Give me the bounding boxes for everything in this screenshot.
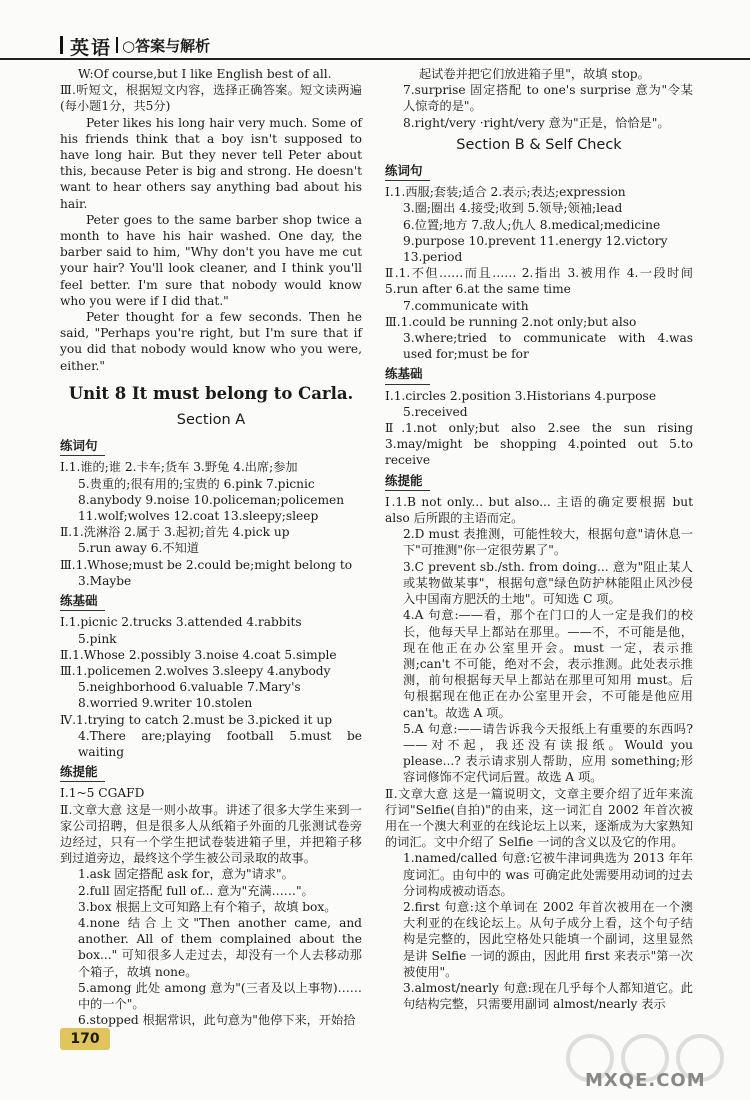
section-heading: Section B & Self Check bbox=[456, 136, 622, 153]
text-line: 6.位置;地方 7.敌人;仇人 8.medical;medicine bbox=[403, 217, 661, 232]
text-line: Ⅲ.1.could be running 2.not only;but also bbox=[385, 314, 637, 329]
text-line: 8.worried 9.writer 10.stolen bbox=[78, 696, 253, 711]
text-line: 5.among 此处 among 意为"(三者及以上事物)……中的一个"。 bbox=[78, 980, 362, 1011]
text-line: 5.neighborhood 6.valuable 7.Mary's bbox=[78, 680, 301, 695]
text-line: 3.C prevent sb./sth. from doing... 意为"阻止某人或某物做某事"，根据句意"绿色防护林能阻止风沙侵入中国南方肥沃的土地"。可知选 C 项。 bbox=[403, 559, 693, 607]
text-line: 2.D must 表推测，可能性较大，根据句意"请休息一下"可推测"你一定很劳累了"。 bbox=[403, 527, 693, 558]
text-line: 3.Maybe bbox=[78, 573, 132, 588]
text-line: 1.named/called 句意:它被牛津词典选为 2013 年年度词汇。由句中的 was 可确定此处需要用动词的过去分词构成被动语态。 bbox=[403, 851, 693, 898]
text-line: Ⅲ.1.Whose;must be 2.could be;might belong to bbox=[60, 557, 353, 572]
text-line: 3.almost/nearly 句意:现在几乎每个人都知道它。此句结构完整，只需要用副词 almost/nearly 表示 bbox=[403, 980, 693, 1012]
text-line: 3.box 根据上文可知路上有个箱子，故填 box。 bbox=[78, 899, 337, 914]
text-line: Peter thought for a few seconds. Then he said, "Perhaps you're right, but I'm sure that if you did that nobody would know who you were, either." bbox=[60, 310, 362, 373]
text-line: 8.right/very ·right/very 意为"正是，恰恰是"。 bbox=[403, 115, 670, 130]
text-line: 8.anybody 9.noise 10.policeman;policemen bbox=[78, 492, 345, 507]
right-column bbox=[385, 66, 693, 1012]
text-line: 起试卷并把它们放进箱子里"，故填 stop。 bbox=[419, 67, 650, 81]
left-column bbox=[60, 66, 362, 1028]
text-line: 2.first 句意:这个单词在 2002 年首次被用在一个澳大利亚的在线论坛上。从句子成分上看，这个句子结构是完整的，因此空格处只能填一个副词，这里显然是讲 Selfie 一词的源由，因此用 first 来表示"第一次被使用"。 bbox=[403, 899, 693, 979]
text-line: 5.贵重的;很有用的;宝贵的 6.pink 7.picnic bbox=[78, 476, 315, 491]
text-line: Ⅰ.1.谁的;谁 2.卡车;货车 3.野兔 4.出席;参加 bbox=[60, 460, 298, 475]
page-header bbox=[0, 0, 750, 60]
text-line: W:Of course,but I like English best of all. bbox=[78, 67, 332, 81]
subsection-label: 练词句 bbox=[60, 438, 105, 456]
subsection-label: 练提能 bbox=[60, 764, 105, 782]
subsection-label: 练提能 bbox=[385, 473, 430, 491]
text-line: Ⅱ.1.Whose 2.possibly 3.noise 4.coat 5.simple bbox=[60, 647, 337, 662]
header-subtitle: ○答案与解析 bbox=[122, 37, 211, 55]
text-line: 4.none 结合上文"Then another came, and another. All of them complained about the box..." 可知很多人走过去，却没有一个人去移动那个箱子，故填 none。 bbox=[78, 915, 362, 979]
text-line: 6.stopped 根据常识，此句意为"他停下来，开始拾 bbox=[78, 1013, 356, 1028]
text-line: 9.purpose 10.prevent 11.energy 12.victory bbox=[403, 233, 668, 248]
text-line: Peter goes to the same barber shop twice a month to have his hair washed. One day, the barber said to him, "Why don't you have me cut your hair? You'll look cleaner, and I think you'll feel better. I'm sure that nobody would know who you were if I did that." bbox=[60, 212, 362, 308]
text-line: 11.wolf;wolves 12.coat 13.sleepy;sleep bbox=[78, 509, 319, 524]
header-bar bbox=[60, 36, 63, 54]
section-heading: Section A bbox=[176, 412, 246, 429]
text-line: Ⅳ.1.trying to catch 2.must be 3.picked it up bbox=[60, 712, 333, 727]
header-title: 英语 bbox=[70, 37, 113, 59]
watermark-text: MXQE.COM bbox=[585, 1070, 706, 1091]
text-line: 3.where;tried to communicate with 4.was used for;must be for bbox=[403, 331, 693, 362]
text-line: 1.ask 固定搭配 ask for，意为"请求"。 bbox=[78, 867, 294, 882]
text-line: 7.communicate with bbox=[403, 298, 529, 313]
page-number: 170 bbox=[60, 1028, 110, 1050]
text-line: Ⅱ.文章大意 这是一篇说明文，文章主要介绍了近年来流行词"Selfie(自拍)"的由来，这一词汇自 2002 年首次被用在一个澳大利亚的在线论坛上以来，逐渐成为大家熟知的词汇。文中介绍了 Selfie 一词的含义以及它的作用。 bbox=[385, 786, 693, 850]
text-line: Ⅱ.1.洗淋浴 2.属于 3.起初;首先 4.pick up bbox=[60, 525, 290, 540]
text-line: Ⅲ.听短文，根据短文内容，选择正确答案。短文读两遍(每小题1分，共5分) bbox=[60, 83, 362, 114]
text-line: Ⅱ.1.not only;but also 2.see the sun rising 3.may/might be shopping 4.pointed out 5.to receive bbox=[385, 421, 693, 468]
text-line: 4.There are;playing football 5.must be waiting bbox=[78, 728, 362, 759]
text-line: Ⅲ.1.policemen 2.wolves 3.sleepy 4.anybody bbox=[60, 663, 331, 678]
unit-heading: Unit 8 It must belong to Carla. bbox=[68, 383, 354, 403]
text-line: Ⅱ.1.不但……而且…… 2.指出 3.被用作 4.一段时间 5.run after 6.at the same time bbox=[385, 266, 693, 297]
text-line: 5.run away 6.不知道 bbox=[78, 541, 199, 556]
subsection-label: 练基础 bbox=[385, 366, 430, 384]
subsection-label: 练词句 bbox=[385, 163, 430, 181]
text-line: 5.A 句意:——请告诉我今天报纸上有重要的东西吗?——对不起，我还没有读报纸。Would you please...? 表示请求别人帮助，应用 something;形容词修饰不定代词后置。故选 A 项。 bbox=[403, 721, 693, 785]
text-line: Ⅱ.文章大意 这是一则小故事。讲述了很多大学生来到一家公司招聘，但是很多人从纸箱子外面的几张测试卷旁边经过，只有一个学生把试卷装进箱子里，并把箱子移到过道旁边，最终这个学生被公司录取的故事。 bbox=[60, 802, 362, 866]
text-line: Ⅰ.1.B not only... but also... 主语的确定要根据 but also 后所跟的主语而定。 bbox=[385, 494, 693, 526]
subsection-label: 练基础 bbox=[60, 593, 105, 611]
text-line: 7.surprise 固定搭配 to one's surprise 意为"令某人惊奇的是"。 bbox=[403, 83, 693, 114]
text-line: 5.pink bbox=[78, 631, 117, 646]
text-line: 5.received bbox=[403, 404, 468, 419]
text-line: Ⅰ.1.西服;套装;适合 2.表示;表达;expression bbox=[385, 185, 626, 200]
text-line: 13.period bbox=[403, 250, 463, 265]
header-divider bbox=[116, 37, 118, 53]
text-line: Ⅰ.1~5 CGAFD bbox=[60, 786, 145, 801]
text-line: 2.full 固定搭配 full of... 意为"充满……"。 bbox=[78, 883, 314, 898]
text-line: Peter likes his long hair very much. Some of his friends think that a boy isn't supposed to have long hair. But they never tell Peter about this, because Peter is big and strong. He doesn't want to hear others say anything bad about his hair. bbox=[60, 115, 362, 211]
text-line: Ⅰ.1.picnic 2.trucks 3.attended 4.rabbits bbox=[60, 615, 302, 630]
text-line: Ⅰ.1.circles 2.position 3.Historians 4.purpose bbox=[385, 388, 657, 403]
text-line: 4.A 句意:——看，那个在门口的人一定是我们的校长，他每天早上都站在那里。——不，不可能是他，现在他正在办公室里开会。must 一定，表示推测;can't 不可能，绝对不会，表示推测。此处表示推测，前句根据每天早上都站在那里可知用 must。后句根据现在他正在办公室里开会，不可能是他应用 can't。故选 A 项。 bbox=[403, 608, 693, 720]
text-line: 3.圈;圈出 4.接受;收到 5.领导;领袖;lead bbox=[403, 201, 623, 216]
